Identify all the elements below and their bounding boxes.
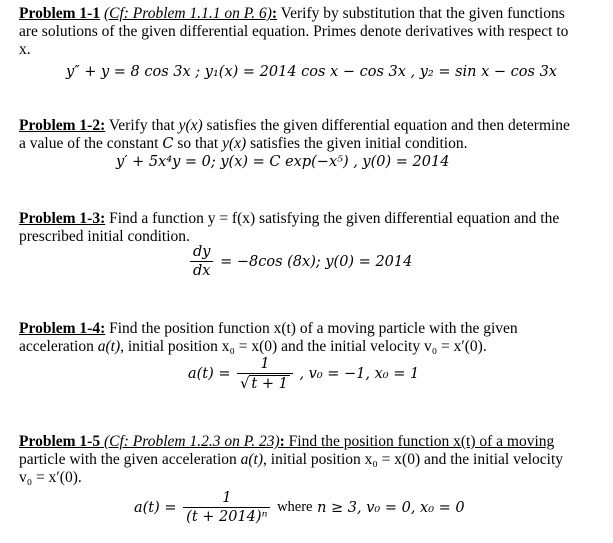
problem-1-3-equation — [188, 244, 412, 279]
problem-1-4-text — [19, 320, 597, 356]
problem-1-4-equation — [188, 356, 419, 392]
problem-1-3-line1: Find a function y = f(x) satisfying the given differential equation and the — [105, 210, 560, 227]
problem-1-2-var2: y(x) — [222, 135, 247, 152]
problem-1-4-fraction: $\frac{1}{√ t + 1}$ — [237, 356, 293, 392]
problem-1-4-title: Problem 1-4: — [19, 320, 106, 337]
problem-1-2-var: y(x) — [178, 117, 203, 134]
problem-1-2-equation: y′ + 5x⁴y = 0; y(x) = C exp(−x⁵) , y(0) = 2014 — [116, 154, 450, 170]
problem-1-5-line3: v₀ = x′(0). — [19, 469, 82, 486]
problem-1-5-denominator: (t + 2014)ⁿ — [186, 509, 268, 525]
problem-1-2-text — [19, 117, 597, 153]
problem-1-1-colon: : — [271, 5, 278, 22]
problem-1-2-title: Problem 1-2: — [19, 117, 106, 134]
problem-1-5-lhs: a(t) = — [134, 499, 177, 516]
problem-1-5-line2b: , initial position x₀ = x(0) and the initial velocity — [263, 451, 564, 468]
problem-1-4-equation-rest: , v₀ = −1, x₀ = 1 — [299, 366, 420, 382]
problem-1-4-line2b: , initial position x₀ = x(0) and the initial velocity v₀ = x′(0). — [120, 338, 487, 355]
problem-1-2-line2a: a value of the constant — [19, 135, 163, 152]
problem-1-3-equation-rest: = −8cos (8x); y(0) = 2014 — [220, 253, 413, 270]
problem-1-2-line2c: satisfies the given initial condition. — [246, 135, 468, 152]
problem-1-5-title: Problem 1-5 — [19, 433, 101, 450]
problem-1-1-line2: are solutions of the given differential equation. Primes denote derivatives with respect to — [19, 23, 569, 40]
problem-1-4-numerator: 1 — [237, 356, 293, 374]
problem-1-2-line1b: satisfies the given differential equation and then determine — [202, 117, 570, 134]
problem-1-1-text — [19, 5, 597, 59]
problem-1-3-text — [19, 210, 597, 246]
problem-1-1-title: Problem 1-1 — [19, 5, 101, 22]
problem-1-3-line2: prescribed initial condition. — [19, 228, 190, 245]
problem-1-3-title: Problem 1-3: — [19, 210, 106, 227]
problem-1-4-line2a: acceleration — [19, 338, 98, 355]
problem-1-1-equation: y″ + y = 8 cos 3x ; y₁(x) = 2014 cos x − cos 3x , y₂ = sin x − cos 3x — [66, 64, 557, 80]
problem-1-1-reference: (Cf: Problem 1.1.1 on P. 6) — [103, 5, 272, 22]
problem-1-4-var: a(t) — [97, 338, 121, 355]
problem-1-5-line2a: particle with the given acceleration — [19, 451, 241, 468]
problem-1-5-var: a(t) — [240, 451, 264, 468]
problem-1-5-equation-rest: n ≥ 3, v₀ = 0, x₀ = 0 — [317, 499, 465, 516]
problem-1-4-denominator: t + 1 — [251, 376, 288, 392]
problem-1-5-equation — [134, 490, 465, 525]
problem-1-5-fraction — [183, 490, 270, 525]
problem-1-2-line2b: so that — [173, 135, 223, 152]
problem-1-5-where: where — [277, 499, 313, 515]
problem-1-5-colon: : — [279, 433, 285, 450]
problem-1-4-line1: Find the position function x(t) of a moving particle with the given — [105, 320, 518, 337]
problem-1-2-line1a: Verify that — [105, 117, 179, 134]
problem-1-3-fraction — [190, 244, 213, 279]
problem-1-5-numerator: 1 — [183, 490, 270, 508]
problem-1-1-line1: Verify by substitution that the given functions — [277, 5, 565, 22]
problem-1-4-lhs: a(t) = — [188, 366, 231, 382]
problem-1-3-denominator: dx — [193, 263, 211, 279]
problem-1-1-line3: x. — [19, 41, 31, 58]
problem-1-5-line1: Find the position function x(t) of a moving — [284, 433, 555, 450]
problem-1-2-constant: C — [162, 136, 174, 152]
problem-1-5-reference: (Cf: Problem 1.2.3 on P. 23) — [103, 433, 280, 450]
problem-1-3-numerator: dy — [190, 244, 213, 262]
problem-1-5-text — [19, 433, 597, 487]
